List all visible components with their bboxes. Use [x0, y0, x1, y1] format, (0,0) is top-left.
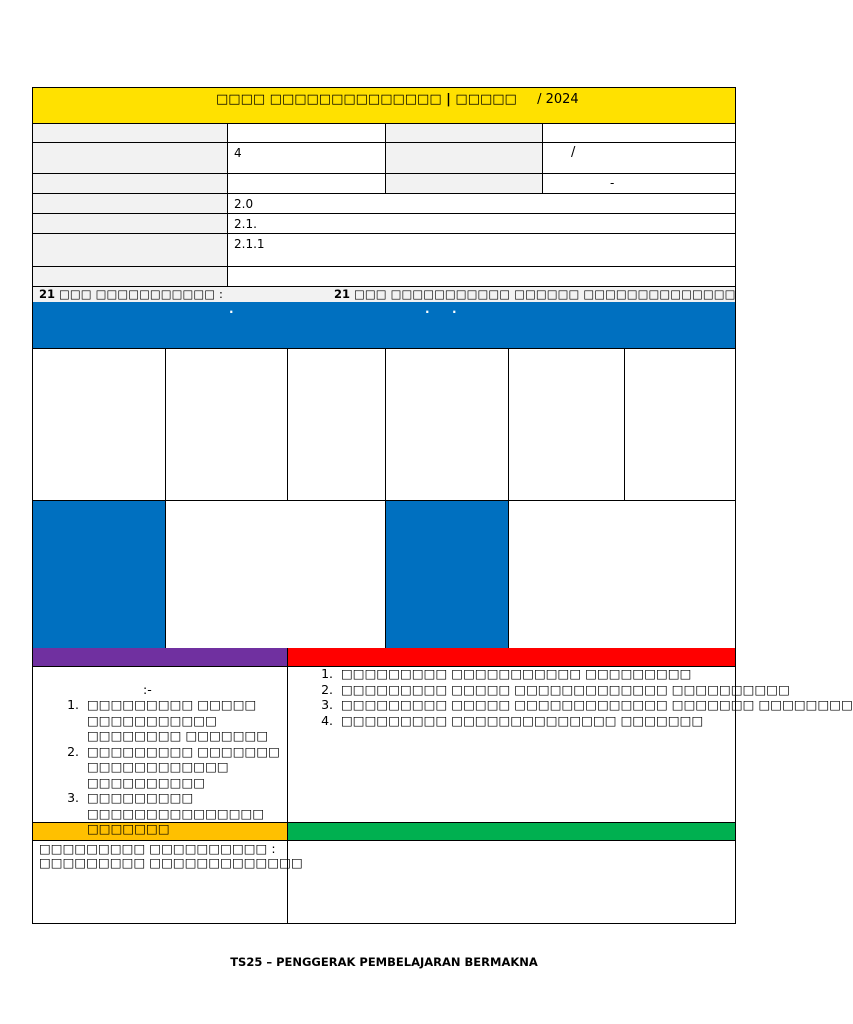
grid-line: [32, 87, 33, 924]
grid-line: [508, 348, 509, 648]
blue-side-block-left: [33, 500, 166, 648]
page-title-group: [216, 93, 579, 107]
label-cell: [386, 174, 543, 194]
blue-header-band: [33, 302, 735, 348]
red-header: [287, 648, 735, 666]
list-item: 2. □□□□□□□□□ □□□□□ □□□□□□□□□□□□□ □□□□□□□□□□: [337, 682, 752, 698]
grid-line: [33, 233, 736, 234]
blue-header-dot: ·: [425, 305, 430, 319]
grid-line: [33, 213, 736, 214]
label-cell: [33, 124, 228, 143]
page-title: □□□□ □□□□□□□□□□□□□□ | □□□□□: [216, 92, 517, 107]
grid-line: [385, 123, 386, 194]
list-item: 2. □□□□□□□□□ □□□□□□□ □□□□□□□□□□□□ □□□□□□□□□□: [83, 744, 305, 791]
purple-list: [61, 697, 305, 837]
skills-colon: :: [219, 287, 223, 301]
label-cell: [33, 214, 228, 234]
grid-line: [33, 87, 736, 88]
skills-label-right: 21 □□□ □□□□□□□□□□□ □□□□□□ □□□□□□□□□□□□□□: [334, 287, 736, 301]
list-item: 4. □□□□□□□□□ □□□□□□□□□□□□□□ □□□□□□□: [337, 713, 752, 729]
grid-line: [227, 123, 228, 287]
time-dash: -: [610, 176, 615, 190]
blue-side-block-mid: [386, 500, 508, 648]
label-cell: [386, 124, 543, 143]
class-value: 4: [234, 146, 242, 160]
list-item: 3. □□□□□□□□□ □□□□□□□□□□□□□□□ □□□□□□□: [83, 790, 305, 837]
grid-line: [287, 348, 288, 500]
list-item: 1. □□□□□□□□□ □□□□□□□□□□□ □□□□□□□□□: [337, 666, 752, 682]
reflection-line-1: □□□□□□□□□ □□□□□□□□□□ :: [39, 841, 276, 856]
blue-header-dot: ·: [229, 305, 234, 319]
label-cell: [33, 194, 228, 214]
skills-label-left: 21 □□□ □□□□□□□□□□□: [39, 287, 216, 301]
grid-line: [165, 348, 166, 648]
purple-intro: :-: [143, 682, 152, 697]
standard-content-value: 2.0: [234, 197, 254, 211]
label-cell: [33, 143, 228, 174]
label-cell: [33, 234, 228, 267]
green-header: [287, 822, 735, 840]
purple-header: [33, 648, 287, 666]
list-item: 1. □□□□□□□□□ □□□□□ □□□□□□□□□□□ □□□□□□□□ □□□□□□□: [83, 697, 305, 744]
red-list: [315, 666, 853, 728]
label-cell: [386, 143, 543, 174]
date-slash: /: [571, 145, 576, 160]
blue-header-dot: ·: [452, 305, 457, 319]
reflection-line-2: □□□□□□□□□ □□□□□□□□□□□□□: [39, 855, 303, 870]
grid-line: [385, 348, 386, 648]
grid-line: [542, 123, 543, 194]
label-cell: [33, 267, 228, 287]
label-cell: [33, 174, 228, 194]
learning-standard-value: 2.1.: [234, 217, 257, 231]
grid-line: [33, 923, 736, 924]
grid-line: [624, 348, 625, 500]
grid-line: [33, 266, 736, 267]
grid-line: [735, 87, 736, 924]
list-item: 3. □□□□□□□□□ □□□□□ □□□□□□□□□□□□□ □□□□□□□ □□□□□□□□: [337, 697, 752, 713]
objective-code-value: 2.1.1: [234, 237, 265, 251]
page-year: / 2024: [537, 92, 579, 107]
footer-text: TS25 – PENGGERAK PEMBELAJARAN BERMAKNA: [230, 955, 538, 969]
